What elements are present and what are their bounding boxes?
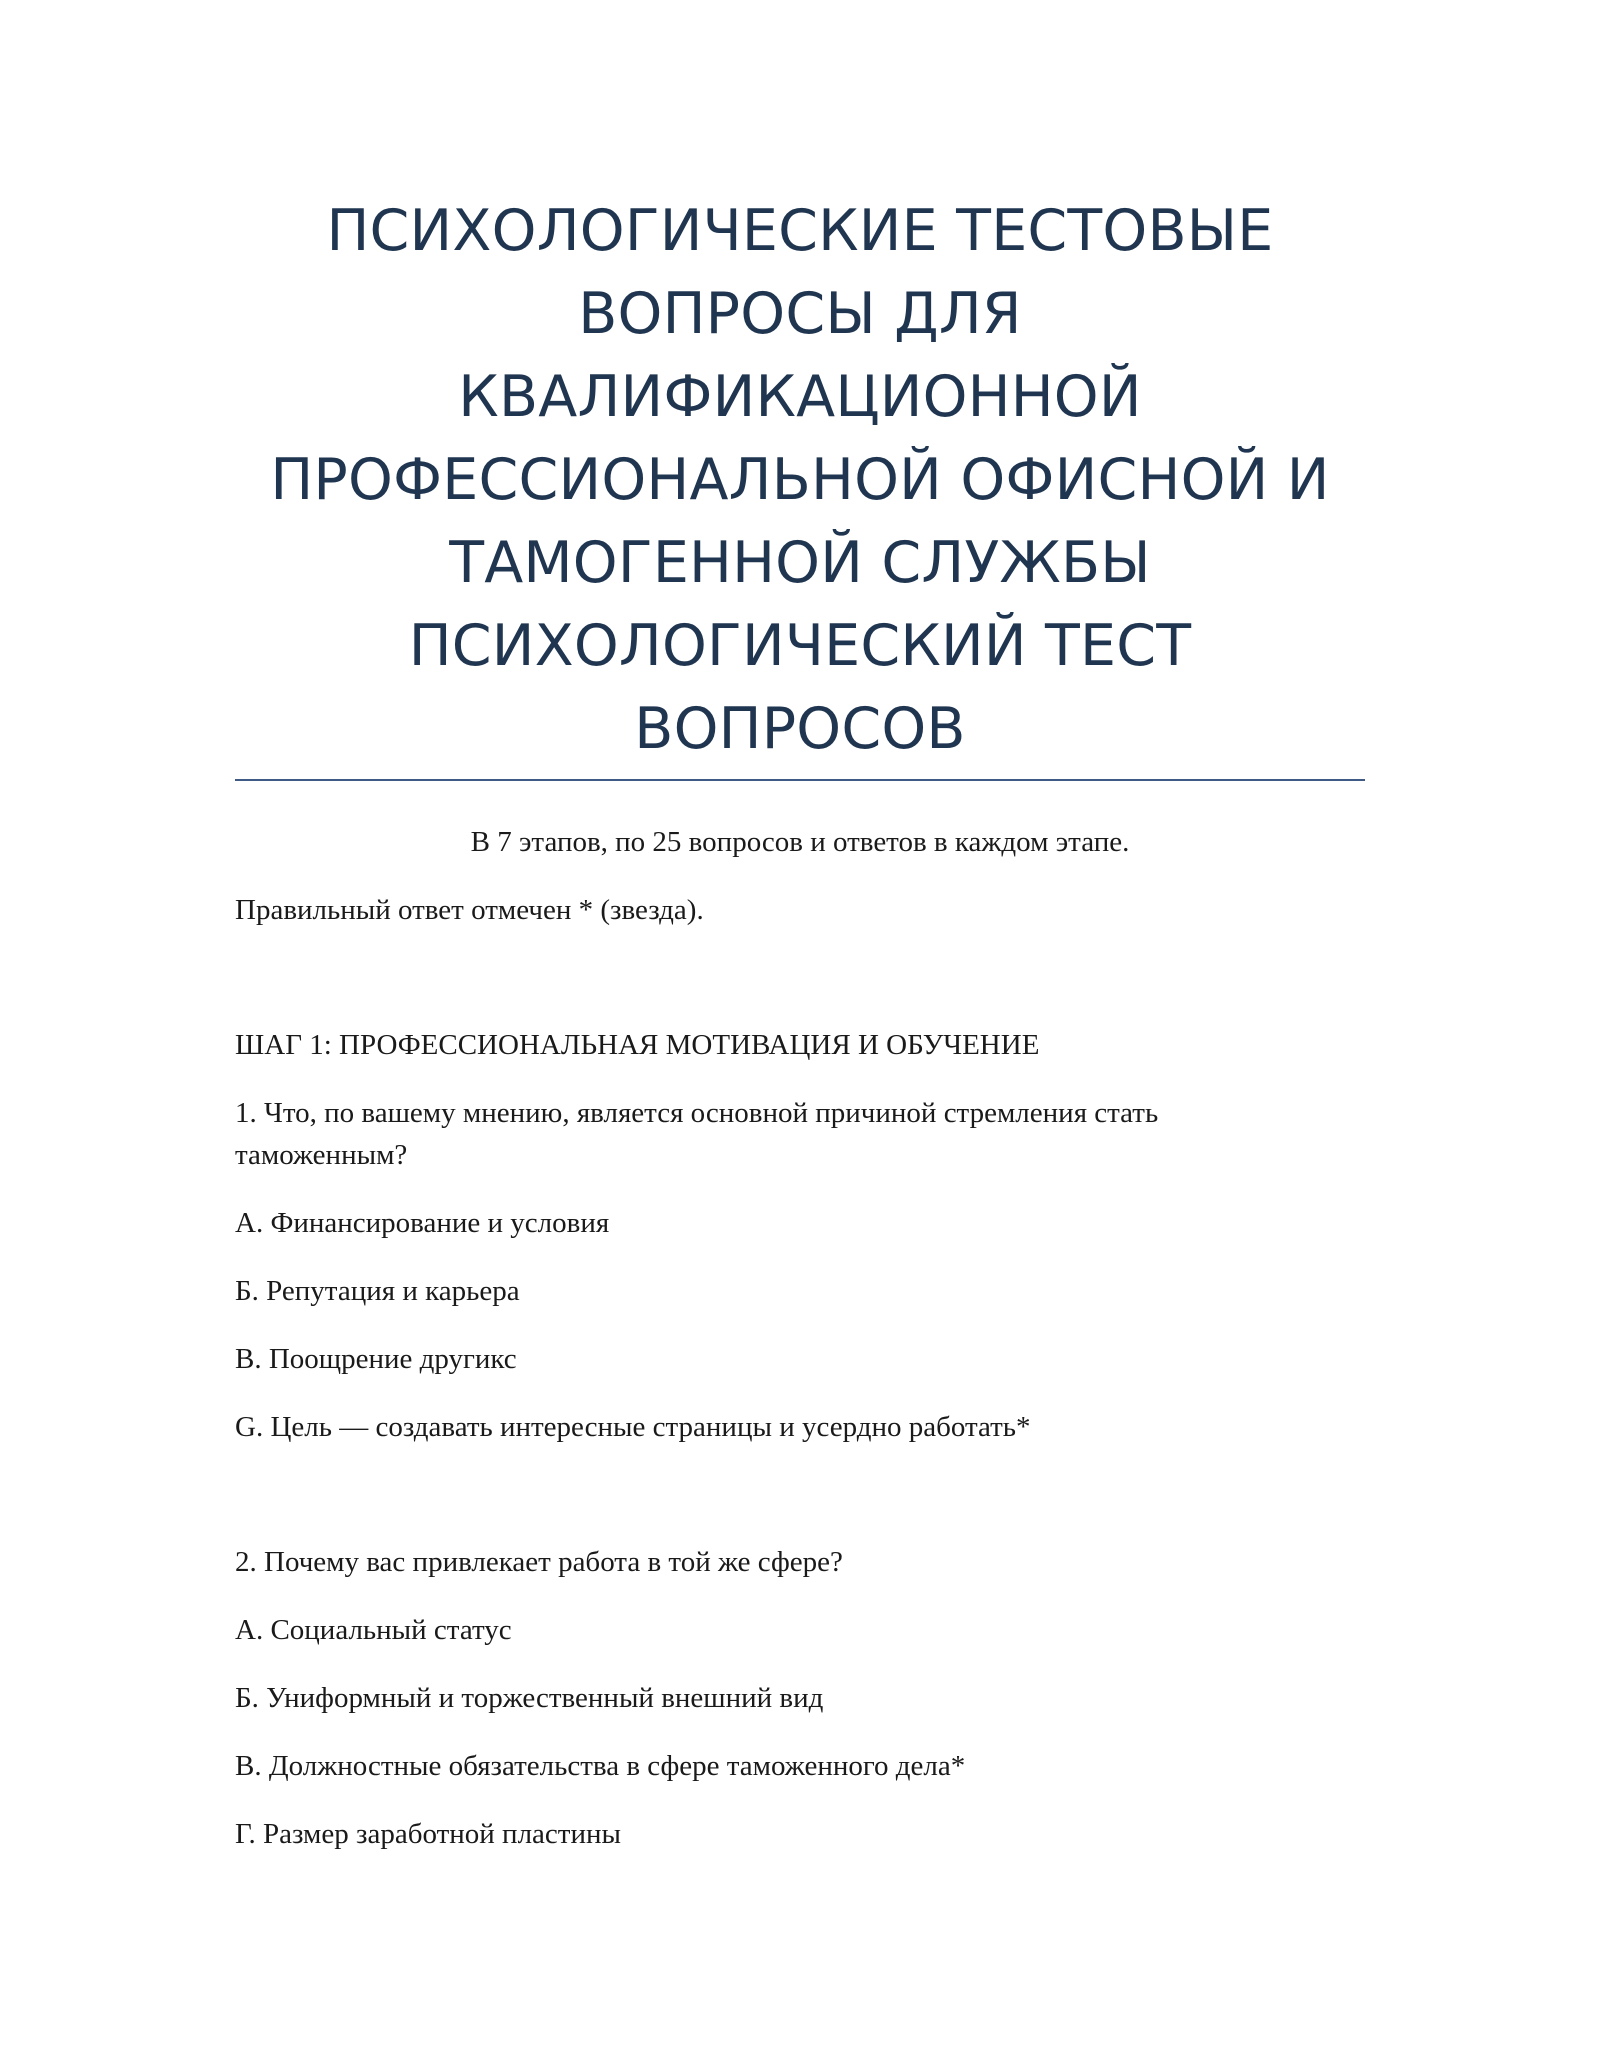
title-divider bbox=[235, 779, 1365, 781]
question-block bbox=[235, 1541, 1365, 1855]
question-line: 1. Что, по вашему мнению, является основной причиной стремления стать bbox=[235, 1097, 1159, 1129]
answer-option: Б. Репутация и карьера bbox=[235, 1275, 520, 1307]
title-line: ПРОФЕССИОНАЛЬНОЙ ОФИСНОЙ И bbox=[270, 447, 1330, 513]
document-content bbox=[235, 190, 1365, 1855]
answer-option-correct: В. Должностные обязательства в сфере таможенного дела* bbox=[235, 1750, 966, 1782]
answer-option: Б. Униформный и торжественный внешний вид bbox=[235, 1682, 824, 1714]
question-text bbox=[235, 1092, 1365, 1176]
title-line: ВОПРОСЫ ДЛЯ bbox=[578, 281, 1022, 347]
answer-key-note: Правильный ответ отмечен * (звезда). bbox=[235, 894, 704, 926]
answer-option-correct: G. Цель — создавать интересные страницы и усердно работать* bbox=[235, 1411, 1031, 1443]
title-line: ПСИХОЛОГИЧЕСКИЙ ТЕСТ ВОПРОСОВ bbox=[408, 613, 1192, 762]
document-subtitle: В 7 этапов, по 25 вопросов и ответов в каждом этапе. bbox=[470, 826, 1130, 858]
answer-option: А. Финансирование и условия bbox=[235, 1207, 610, 1239]
question-line: таможенным? bbox=[235, 1139, 408, 1171]
answer-option: Г. Размер заработной пластины bbox=[235, 1818, 621, 1850]
title-line: ПСИХОЛОГИЧЕСКИЕ ТЕСТОВЫЕ bbox=[326, 198, 1274, 264]
document-title bbox=[235, 190, 1365, 771]
question-text: 2. Почему вас привлекает работа в той же сфере? bbox=[235, 1546, 843, 1578]
step-heading: ШАГ 1: ПРОФЕССИОНАЛЬНАЯ МОТИВАЦИЯ И ОБУЧЕНИЕ bbox=[235, 1029, 1040, 1061]
answer-option: В. Поощрение другикс bbox=[235, 1343, 517, 1375]
answer-option: А. Социальный статус bbox=[235, 1614, 512, 1646]
question-block bbox=[235, 1092, 1365, 1448]
title-line: ТАМОГЕННОЙ СЛУЖБЫ bbox=[449, 530, 1151, 596]
title-line: КВАЛИФИКАЦИОННОЙ bbox=[458, 364, 1142, 430]
